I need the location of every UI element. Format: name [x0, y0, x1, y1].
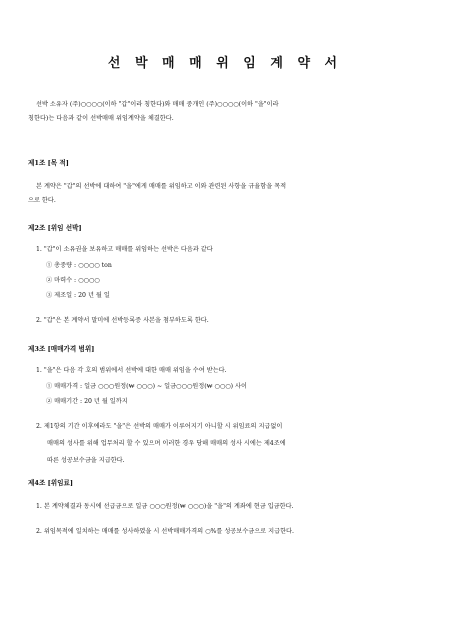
article-2-sub-1: ① 총중량 : ○○○○ ton: [46, 262, 112, 269]
document-title: 선 박 매 매 위 임 계 약 서: [107, 56, 343, 71]
intro-paragraph: [28, 98, 422, 126]
article-4-item-1: 1. 본 계약체결과 동시에 선급금으로 일금 ○○○원정(₩ ○○○)을 "을"의 계좌에 현금 입금한다.: [36, 503, 294, 510]
article-1-line-2: 으로 한다.: [28, 197, 56, 204]
article-3-item-1: 1. "을"은 다음 각 호의 범위에서 선박에 대한 매매 위임을 수여 받는다.: [36, 367, 227, 374]
article-4-item-2: 2. 위임목적에 일치하는 매매를 성사하였을 시 선박매매가격의 ○%를 성공보수금으로 지급한다.: [36, 528, 295, 535]
article-1-line-1: 본 계약은 "갑"의 선박에 대하여 "을"에게 매매를 위임하고 이와 관련된 사항을 규율함을 목적: [36, 183, 287, 190]
article-1-heading: 제1조 [목 적]: [28, 159, 69, 167]
article-3-item-2-line-1: 2. 제1항의 기간 이후에라도 "을"은 선박의 매매가 이루어지기 아니할 시 위임료의 지급없이: [36, 423, 283, 430]
article-3-item-2-line-2: 매매의 성사를 위해 업무처리 할 수 있으며 이러한 경우 당해 매매의 성사 시에는 제4조에: [47, 440, 286, 447]
article-2-sub-3: ③ 제조일 : 20 년 월 일: [46, 292, 110, 299]
article-2-item-1: 1. "갑"이 소유권을 보유하고 매매를 위임하는 선박은 다음과 같다: [36, 246, 213, 253]
article-4-heading: 제4조 [위임료]: [28, 479, 73, 487]
article-3-item-2-line-3: 따른 성공보수금을 지급한다.: [47, 457, 125, 464]
article-3-sub-2: ② 매매기간 : 20 년 월 일까지: [46, 398, 128, 405]
article-2-heading: 제2조 [위임 선박]: [28, 224, 82, 232]
article-1-body: [28, 180, 422, 208]
intro-line-1: 선박 소유자 (주)○○○○(이하 "갑"이라 칭한다)와 매매 중개인 (주)○○○○(이하 "을"이라: [36, 101, 279, 108]
article-3-sub-1: ① 매매가격 : 일금 ○○○원정(₩ ○○○) ~ 일금○○○원정(₩ ○○○) 사이: [46, 383, 247, 390]
article-2-sub-2: ② 마력수 : ○○○○: [46, 277, 100, 284]
intro-line-2: 칭한다)는 다음과 같이 선박매매 위임계약을 체결한다.: [28, 115, 174, 122]
article-2-item-2: 2. "갑"은 본 계약서 말미에 선박등록증 사본을 첨부하도록 한다.: [36, 317, 209, 324]
article-3-heading: 제3조 [매매가격 범위]: [28, 345, 95, 353]
